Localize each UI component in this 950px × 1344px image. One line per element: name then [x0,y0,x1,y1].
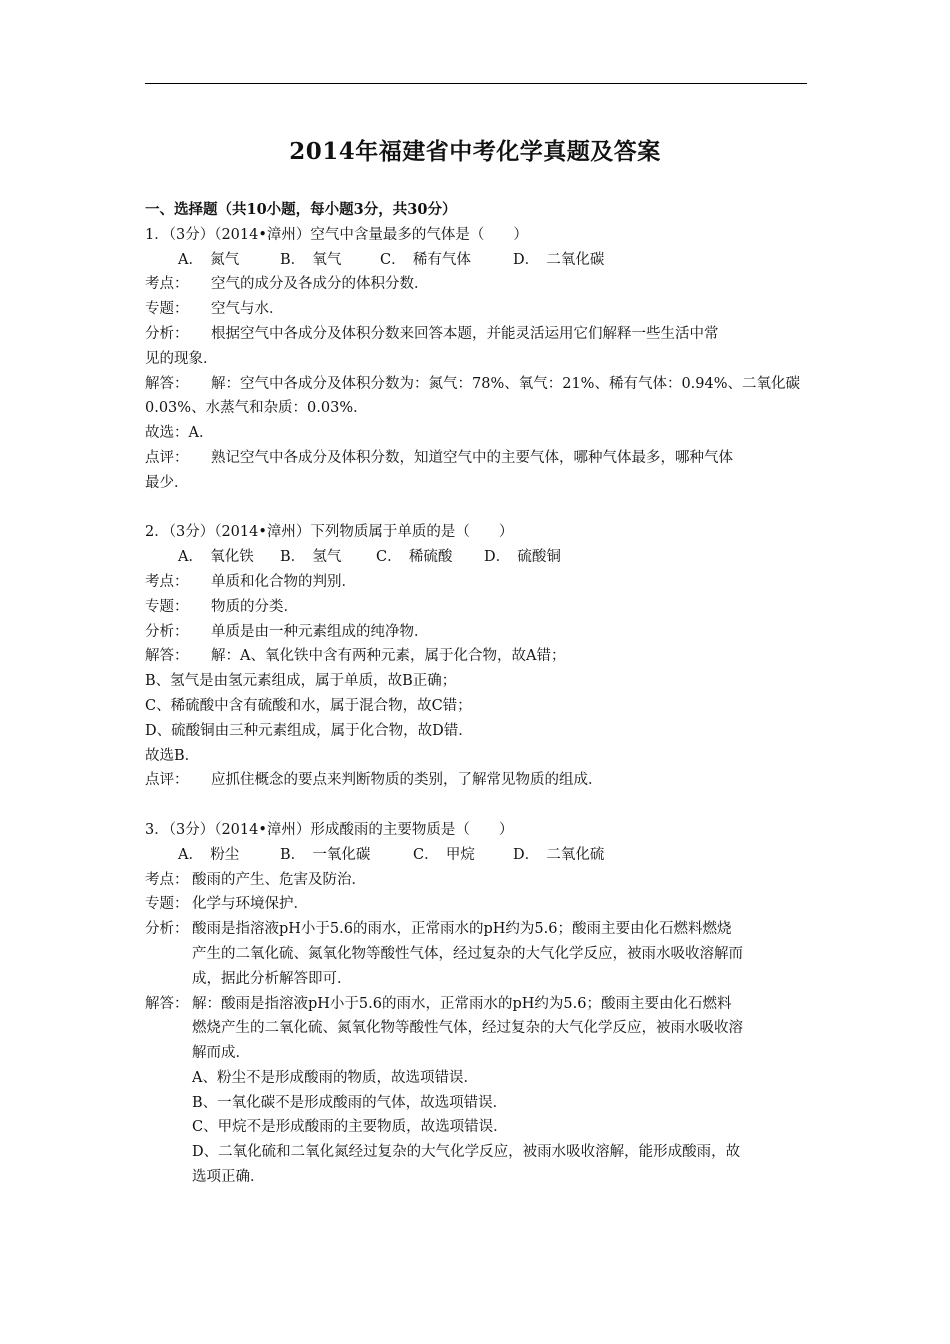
q3-answer-d: D、二氧化硫和二氧化氮经过复杂的大气化学反应，被雨水吸收溶解，能形成酸雨，故 [192,1144,741,1161]
q1-kaodian: 考点： 空气的成分及各成分的体积分数． [145,276,429,293]
q2-choice: 故选B． [145,747,200,764]
q1-options [145,248,807,273]
q2-answer-b: B、氢气是由氢元素组成，属于单质，故B正确； [145,673,457,690]
q1-choice: 故选：A． [145,425,214,442]
q2-answer-d: D、硫酸铜由三种元素组成，属于化合物，故D错． [145,722,473,739]
header-rule [145,83,807,84]
q3-answer-c: C、甲烷不是形成酸雨的主要物质，故选项错误． [192,1119,508,1136]
q3-answer-a: A、粉尘不是形成酸雨的物质，故选项错误． [192,1069,478,1086]
q1-dianping: 点评： 熟记空气中各成分及体积分数，知道空气中的主要气体，哪种气体最多，哪种气体 [145,449,733,466]
q2-option-c: C． 稀硫酸 [376,549,453,566]
spacer [145,496,807,521]
q3-kaodian: 考点： 酸雨的产生、危害及防治． [145,871,366,888]
q3-option-c: C． 甲烷 [413,846,475,863]
q1-option-a: A． 氮气 [178,251,240,268]
q2-options [145,545,807,570]
q1-zhuanti: 专题： 空气与水． [145,301,284,318]
q2-answer-c: C、稀硫酸中含有硫酸和水，属于混合物，故C错； [145,697,472,714]
q3-stem: 3．（3分）（2014•漳州）形成酸雨的主要物质是（ ） [145,821,514,838]
q2-fenxi: 分析： 单质是由一种元素组成的纯净物． [145,623,429,640]
q3-answer-d-cont: 选项正确． [192,1169,265,1186]
q1-fenxi-cont: 见的现象． [145,350,218,367]
q1-option-d: D． 二氧化碳 [513,251,605,268]
q2-option-a: A． 氧化铁 [178,549,254,566]
q2-option-b: B． 氢气 [280,549,342,566]
q2-option-d: D． 硫酸铜 [484,549,561,566]
q3-options [145,843,807,868]
q1-jieda-cont: 0.03%、水蒸气和杂质：0.03%． [145,400,368,417]
q1-dianping-cont: 最少． [145,474,189,491]
q1-jieda: 解答： 解：空气中各成分及体积分数为：氮气：78%、氧气：21%、稀有气体：0.94%、二氧化碳 [145,375,801,392]
q1-stem: 1．（3分）（2014•漳州）空气中含量最多的气体是（ ） [145,226,528,243]
document-body [145,198,807,1190]
q3-option-b: B． 一氧化碳 [280,846,371,863]
q2-jieda: 解答： 解：A、氧化铁中含有两种元素，属于化合物，故A错； [145,648,566,665]
q2-stem: 2．（3分）（2014•漳州）下列物质属于单质的是（ ） [145,524,514,541]
q1-fenxi: 分析： 根据空气中各成分及体积分数来回答本题，并能灵活运用它们解释一些生活中常 [145,325,719,342]
q1-option-b: B． 氧气 [280,251,342,268]
q1-option-c: C． 稀有气体 [380,251,471,268]
q3-option-a: A． 粉尘 [178,846,240,863]
q3-answer-b: B、一氧化碳不是形成酸雨的气体，故选项错误． [192,1094,508,1111]
q2-kaodian: 考点： 单质和化合物的判别． [145,573,356,590]
q3-fenxi: 分析： 酸雨是指溶液pH小于5.6的雨水，正常雨水的pH约为5.6；酸雨主要由化石燃料燃烧 产生的二氧化硫、氮氧化物等酸性气体，经过复杂的大气化学反应，被雨水吸收溶解而 成，据此分析解答即可． [145,921,743,987]
q3-option-d: D． 二氧化硫 [513,846,605,863]
q2-zhuanti: 专题： 物质的分类． [145,598,298,615]
q2-dianping: 点评： 应抓住概念的要点来判断物质的类别，了解常见物质的组成． [145,772,603,789]
page-title: 2014年福建省中考化学真题及答案 [289,138,661,165]
q3-jieda: 解答： 解：酸雨是指溶液pH小于5.6的雨水，正常雨水的pH约为5.6；酸雨主要由化石燃料 燃烧产生的二氧化硫、氮氧化物等酸性气体，经过复杂的大气化学反应，被雨水吸收溶 解而成． A、粉尘不是形成酸雨的物质，故选项错误． B、一氧化碳不是形成酸雨的气体，故选项错误． C、甲烷不是形成酸雨的主要物质，故选项错误． D、二氧化硫和二氧化氮经过复杂的大气化学反应，被雨水吸收溶解，能形成酸雨，故 选项正确． [145,992,807,1190]
section-heading: 一、选择题（共10小题，每小题3分，共30分） [145,201,457,218]
spacer [145,793,807,818]
q3-zhuanti: 专题： 化学与环境保护． [145,896,308,913]
